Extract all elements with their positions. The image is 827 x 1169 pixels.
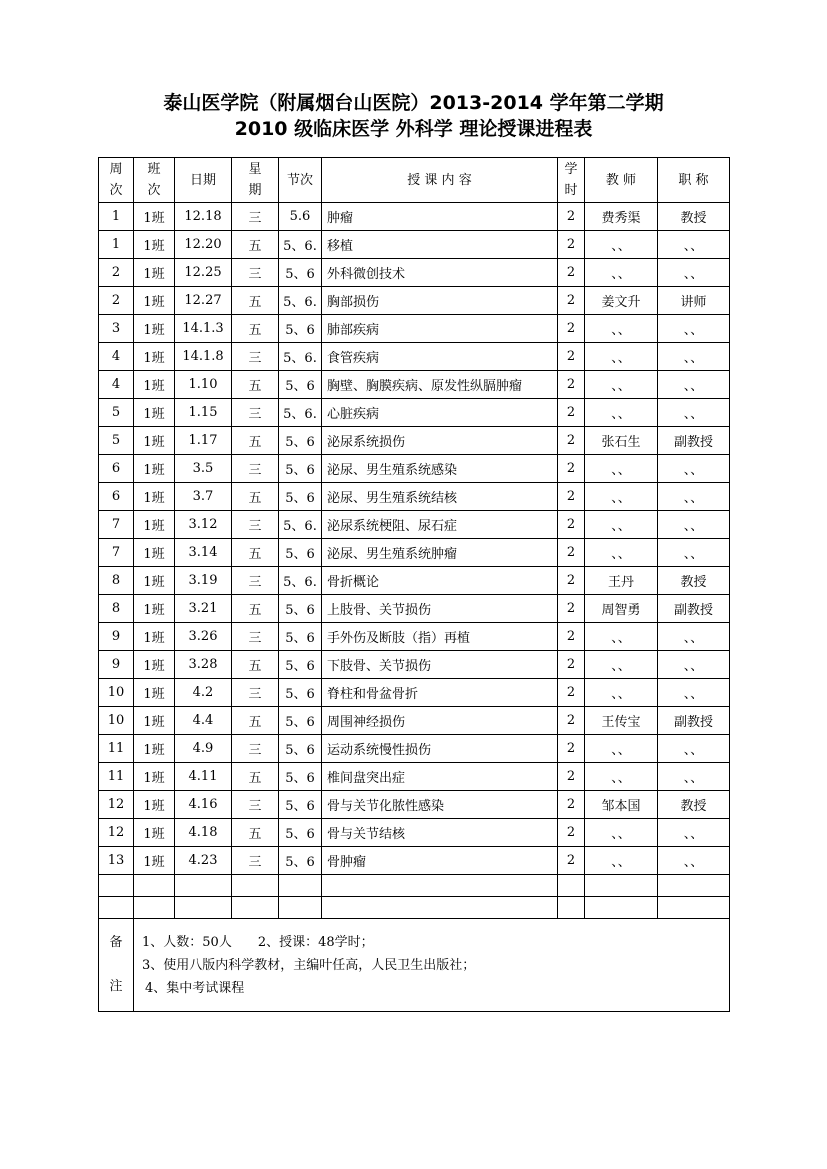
cell-weekday: 五 xyxy=(232,287,279,315)
table-row xyxy=(99,539,730,567)
cell-week: 5 xyxy=(99,399,134,427)
cell-hours: 2 xyxy=(558,455,585,483)
cell-week: 3 xyxy=(99,315,134,343)
cell-teacher: 、、 xyxy=(585,483,658,511)
cell-date: 3.28 xyxy=(175,651,232,679)
cell-content: 心脏疾病 xyxy=(322,399,558,427)
cell-rank: 教授 xyxy=(658,203,730,231)
cell-date: 3.19 xyxy=(175,567,232,595)
cell-content: 周围神经损伤 xyxy=(322,707,558,735)
cell-rank: 、、 xyxy=(658,763,730,791)
cell-class: 1班 xyxy=(134,595,175,623)
cell-week: 1 xyxy=(99,203,134,231)
cell-week: 9 xyxy=(99,651,134,679)
document-title-line2: 2010 级临床医学 外科学 理论授课进程表 xyxy=(234,118,593,140)
cell-class: 1班 xyxy=(134,819,175,847)
cell-weekday: 三 xyxy=(232,847,279,875)
table-row xyxy=(99,763,730,791)
header-rank: 职 称 xyxy=(658,158,730,203)
cell-class: 1班 xyxy=(134,651,175,679)
cell-week: 10 xyxy=(99,679,134,707)
cell-weekday: 五 xyxy=(232,539,279,567)
cell-rank: 、、 xyxy=(658,735,730,763)
cell-content: 手外伤及断肢（指）再植 xyxy=(322,623,558,651)
cell-content: 泌尿系统损伤 xyxy=(322,427,558,455)
cell-rank: 、、 xyxy=(658,679,730,707)
table-row xyxy=(99,483,730,511)
cell-class: 1班 xyxy=(134,623,175,651)
notes-row xyxy=(99,919,730,1012)
cell-weekday: 五 xyxy=(232,595,279,623)
cell-content: 泌尿、男生殖系统结核 xyxy=(322,483,558,511)
cell-date: 4.23 xyxy=(175,847,232,875)
cell-period: 5、6 xyxy=(279,679,322,707)
cell-period: 5、6. xyxy=(279,511,322,539)
cell-teacher: 王丹 xyxy=(585,567,658,595)
cell-class: 1班 xyxy=(134,371,175,399)
cell-rank: 、、 xyxy=(658,511,730,539)
cell-class: 1班 xyxy=(134,427,175,455)
cell-date: 4.4 xyxy=(175,707,232,735)
cell-weekday: 三 xyxy=(232,343,279,371)
cell-class: 1班 xyxy=(134,735,175,763)
cell-date: 1.17 xyxy=(175,427,232,455)
cell-weekday: 三 xyxy=(232,679,279,707)
cell-class: 1班 xyxy=(134,203,175,231)
cell-class: 1班 xyxy=(134,231,175,259)
cell-period: 5、6 xyxy=(279,455,322,483)
cell-rank: 、、 xyxy=(658,455,730,483)
table-row xyxy=(99,511,730,539)
cell-weekday: 三 xyxy=(232,567,279,595)
cell-week: 2 xyxy=(99,259,134,287)
cell-class: 1班 xyxy=(134,567,175,595)
cell-content: 下肢骨、关节损伤 xyxy=(322,651,558,679)
cell-date: 12.25 xyxy=(175,259,232,287)
cell-hours: 2 xyxy=(558,791,585,819)
cell-hours: 2 xyxy=(558,343,585,371)
cell-teacher: 、、 xyxy=(585,847,658,875)
header-period: 节次 xyxy=(279,158,322,203)
cell-date: 3.7 xyxy=(175,483,232,511)
cell-teacher: 、、 xyxy=(585,315,658,343)
cell-week: 11 xyxy=(99,735,134,763)
cell-period: 5.6 xyxy=(279,203,322,231)
table-row xyxy=(99,707,730,735)
header-content: 授 课 内 容 xyxy=(322,158,558,203)
cell-class: 1班 xyxy=(134,399,175,427)
cell-teacher: 姜文升 xyxy=(585,287,658,315)
table-row xyxy=(99,343,730,371)
cell-date: 12.20 xyxy=(175,231,232,259)
table-row xyxy=(99,819,730,847)
cell-period: 5、6 xyxy=(279,259,322,287)
cell-period: 5、6 xyxy=(279,315,322,343)
cell-rank: 、、 xyxy=(658,847,730,875)
cell-hours: 2 xyxy=(558,819,585,847)
table-row xyxy=(99,595,730,623)
table-row xyxy=(99,679,730,707)
cell-teacher: 、、 xyxy=(585,539,658,567)
cell-week: 9 xyxy=(99,623,134,651)
cell-hours: 2 xyxy=(558,483,585,511)
cell-date: 12.18 xyxy=(175,203,232,231)
cell-date: 4.9 xyxy=(175,735,232,763)
cell-rank: 、、 xyxy=(658,371,730,399)
cell-date: 12.27 xyxy=(175,287,232,315)
cell-teacher: 周智勇 xyxy=(585,595,658,623)
cell-rank: 、、 xyxy=(658,315,730,343)
cell-hours: 2 xyxy=(558,763,585,791)
table-row xyxy=(99,315,730,343)
table-row xyxy=(99,287,730,315)
cell-class: 1班 xyxy=(134,511,175,539)
cell-rank: 、、 xyxy=(658,259,730,287)
header-row xyxy=(99,158,730,203)
cell-teacher: 、、 xyxy=(585,371,658,399)
cell-date: 14.1.8 xyxy=(175,343,232,371)
cell-content: 上肢骨、关节损伤 xyxy=(322,595,558,623)
cell-period: 5、6 xyxy=(279,651,322,679)
cell-hours: 2 xyxy=(558,203,585,231)
cell-week: 12 xyxy=(99,791,134,819)
cell-period: 5、6 xyxy=(279,539,322,567)
header-class: 班 次 xyxy=(134,158,175,203)
cell-date: 1.15 xyxy=(175,399,232,427)
table-row xyxy=(99,203,730,231)
cell-rank: 、、 xyxy=(658,231,730,259)
cell-content: 泌尿系统梗阻、尿石症 xyxy=(322,511,558,539)
cell-teacher: 、、 xyxy=(585,763,658,791)
cell-class: 1班 xyxy=(134,763,175,791)
cell-weekday: 三 xyxy=(232,399,279,427)
header-date: 日期 xyxy=(175,158,232,203)
note-line: 1、人数：50人 2、授课：48学时； xyxy=(142,934,374,950)
cell-rank: 、、 xyxy=(658,399,730,427)
cell-date: 3.21 xyxy=(175,595,232,623)
cell-teacher: 、、 xyxy=(585,651,658,679)
cell-period: 5、6 xyxy=(279,763,322,791)
cell-rank: 、、 xyxy=(658,343,730,371)
cell-period: 5、6. xyxy=(279,343,322,371)
cell-teacher: 、、 xyxy=(585,819,658,847)
header-weekday: 星 期 xyxy=(232,158,279,203)
table-row xyxy=(99,399,730,427)
cell-period: 5、6 xyxy=(279,427,322,455)
cell-week: 4 xyxy=(99,343,134,371)
table-row xyxy=(99,735,730,763)
cell-weekday: 三 xyxy=(232,259,279,287)
cell-rank: 、、 xyxy=(658,483,730,511)
table-row xyxy=(99,847,730,875)
cell-hours: 2 xyxy=(558,399,585,427)
table-row xyxy=(99,791,730,819)
cell-rank: 副教授 xyxy=(658,707,730,735)
cell-weekday: 三 xyxy=(232,511,279,539)
notes-label: 备 注 xyxy=(99,919,134,1012)
cell-rank: 、、 xyxy=(658,819,730,847)
cell-week: 11 xyxy=(99,763,134,791)
cell-weekday: 三 xyxy=(232,735,279,763)
cell-rank: 副教授 xyxy=(658,427,730,455)
cell-rank: 、、 xyxy=(658,623,730,651)
cell-period: 5、6 xyxy=(279,595,322,623)
cell-date: 4.2 xyxy=(175,679,232,707)
cell-content: 泌尿、男生殖系统感染 xyxy=(322,455,558,483)
cell-weekday: 五 xyxy=(232,371,279,399)
table-row xyxy=(99,259,730,287)
cell-week: 6 xyxy=(99,483,134,511)
cell-week: 4 xyxy=(99,371,134,399)
cell-hours: 2 xyxy=(558,595,585,623)
table-row xyxy=(99,567,730,595)
cell-week: 1 xyxy=(99,231,134,259)
cell-content: 运动系统慢性损伤 xyxy=(322,735,558,763)
cell-rank: 、、 xyxy=(658,651,730,679)
cell-hours: 2 xyxy=(558,735,585,763)
cell-content: 骨肿瘤 xyxy=(322,847,558,875)
cell-weekday: 五 xyxy=(232,315,279,343)
cell-rank: 、、 xyxy=(658,539,730,567)
cell-teacher: 、、 xyxy=(585,511,658,539)
cell-weekday: 五 xyxy=(232,427,279,455)
table-row xyxy=(99,651,730,679)
cell-weekday: 三 xyxy=(232,203,279,231)
table-row xyxy=(99,455,730,483)
cell-hours: 2 xyxy=(558,511,585,539)
cell-weekday: 五 xyxy=(232,763,279,791)
cell-class: 1班 xyxy=(134,287,175,315)
cell-teacher: 、、 xyxy=(585,679,658,707)
cell-teacher: 、、 xyxy=(585,623,658,651)
cell-week: 8 xyxy=(99,595,134,623)
header-hours: 学 时 xyxy=(558,158,585,203)
cell-content: 胸部损伤 xyxy=(322,287,558,315)
cell-hours: 2 xyxy=(558,623,585,651)
cell-date: 4.16 xyxy=(175,791,232,819)
cell-class: 1班 xyxy=(134,539,175,567)
cell-teacher: 、、 xyxy=(585,231,658,259)
cell-period: 5、6 xyxy=(279,847,322,875)
cell-hours: 2 xyxy=(558,287,585,315)
cell-period: 5、6. xyxy=(279,399,322,427)
schedule-table xyxy=(98,157,730,1012)
cell-teacher: 、、 xyxy=(585,259,658,287)
cell-content: 肿瘤 xyxy=(322,203,558,231)
cell-teacher: 、、 xyxy=(585,735,658,763)
cell-week: 13 xyxy=(99,847,134,875)
cell-teacher: 、、 xyxy=(585,399,658,427)
cell-hours: 2 xyxy=(558,567,585,595)
note-line: 3、使用八版内科学教材，主编叶任高，人民卫生出版社； xyxy=(142,957,476,973)
blank-row xyxy=(99,897,730,919)
cell-class: 1班 xyxy=(134,791,175,819)
cell-rank: 副教授 xyxy=(658,595,730,623)
header-teacher: 教 师 xyxy=(585,158,658,203)
cell-date: 3.5 xyxy=(175,455,232,483)
cell-weekday: 五 xyxy=(232,707,279,735)
cell-week: 6 xyxy=(99,455,134,483)
cell-week: 7 xyxy=(99,539,134,567)
cell-weekday: 三 xyxy=(232,791,279,819)
cell-class: 1班 xyxy=(134,483,175,511)
cell-date: 3.14 xyxy=(175,539,232,567)
cell-date: 4.11 xyxy=(175,763,232,791)
cell-hours: 2 xyxy=(558,427,585,455)
cell-date: 3.12 xyxy=(175,511,232,539)
cell-hours: 2 xyxy=(558,651,585,679)
cell-class: 1班 xyxy=(134,259,175,287)
cell-hours: 2 xyxy=(558,371,585,399)
cell-teacher: 、、 xyxy=(585,455,658,483)
cell-hours: 2 xyxy=(558,259,585,287)
cell-hours: 2 xyxy=(558,231,585,259)
cell-period: 5、6 xyxy=(279,735,322,763)
cell-hours: 2 xyxy=(558,679,585,707)
cell-period: 5、6. xyxy=(279,567,322,595)
cell-weekday: 五 xyxy=(232,483,279,511)
cell-period: 5、6 xyxy=(279,707,322,735)
cell-weekday: 五 xyxy=(232,819,279,847)
cell-period: 5、6 xyxy=(279,791,322,819)
cell-teacher: 王传宝 xyxy=(585,707,658,735)
header-week: 周 次 xyxy=(99,158,134,203)
cell-weekday: 三 xyxy=(232,623,279,651)
note-line: 4、集中考试课程 xyxy=(145,980,245,996)
document-title-line1: 泰山医学院（附属烟台山医院）2013-2014 学年第二学期 xyxy=(163,92,664,114)
blank-row xyxy=(99,875,730,897)
cell-week: 12 xyxy=(99,819,134,847)
cell-period: 5、6. xyxy=(279,231,322,259)
cell-date: 4.18 xyxy=(175,819,232,847)
cell-hours: 2 xyxy=(558,539,585,567)
cell-content: 骨折概论 xyxy=(322,567,558,595)
cell-content: 椎间盘突出症 xyxy=(322,763,558,791)
cell-week: 7 xyxy=(99,511,134,539)
cell-class: 1班 xyxy=(134,707,175,735)
cell-period: 5、6. xyxy=(279,287,322,315)
cell-content: 骨与关节化脓性感染 xyxy=(322,791,558,819)
cell-hours: 2 xyxy=(558,315,585,343)
cell-week: 5 xyxy=(99,427,134,455)
cell-class: 1班 xyxy=(134,679,175,707)
cell-class: 1班 xyxy=(134,847,175,875)
cell-period: 5、6 xyxy=(279,623,322,651)
cell-content: 骨与关节结核 xyxy=(322,819,558,847)
cell-period: 5、6 xyxy=(279,819,322,847)
cell-hours: 2 xyxy=(558,707,585,735)
cell-period: 5、6 xyxy=(279,371,322,399)
cell-content: 移植 xyxy=(322,231,558,259)
cell-week: 10 xyxy=(99,707,134,735)
cell-rank: 教授 xyxy=(658,567,730,595)
cell-period: 5、6 xyxy=(279,483,322,511)
cell-content: 泌尿、男生殖系统肿瘤 xyxy=(322,539,558,567)
cell-weekday: 五 xyxy=(232,651,279,679)
cell-date: 3.26 xyxy=(175,623,232,651)
notes-body xyxy=(134,919,730,1012)
cell-week: 8 xyxy=(99,567,134,595)
cell-week: 2 xyxy=(99,287,134,315)
cell-rank: 教授 xyxy=(658,791,730,819)
cell-teacher: 邹本国 xyxy=(585,791,658,819)
cell-teacher: 张石生 xyxy=(585,427,658,455)
table-row xyxy=(99,623,730,651)
cell-date: 14.1.3 xyxy=(175,315,232,343)
cell-content: 胸壁、胸膜疾病、原发性纵膈肿瘤 xyxy=(322,371,558,399)
cell-class: 1班 xyxy=(134,343,175,371)
cell-teacher: 费秀渠 xyxy=(585,203,658,231)
cell-date: 1.10 xyxy=(175,371,232,399)
cell-content: 肺部疾病 xyxy=(322,315,558,343)
cell-rank: 讲师 xyxy=(658,287,730,315)
cell-content: 脊柱和骨盆骨折 xyxy=(322,679,558,707)
cell-weekday: 三 xyxy=(232,455,279,483)
table-row xyxy=(99,427,730,455)
cell-content: 外科微创技术 xyxy=(322,259,558,287)
cell-content: 食管疾病 xyxy=(322,343,558,371)
cell-hours: 2 xyxy=(558,847,585,875)
cell-class: 1班 xyxy=(134,455,175,483)
table-row xyxy=(99,231,730,259)
cell-class: 1班 xyxy=(134,315,175,343)
cell-teacher: 、、 xyxy=(585,343,658,371)
cell-weekday: 五 xyxy=(232,231,279,259)
table-row xyxy=(99,371,730,399)
